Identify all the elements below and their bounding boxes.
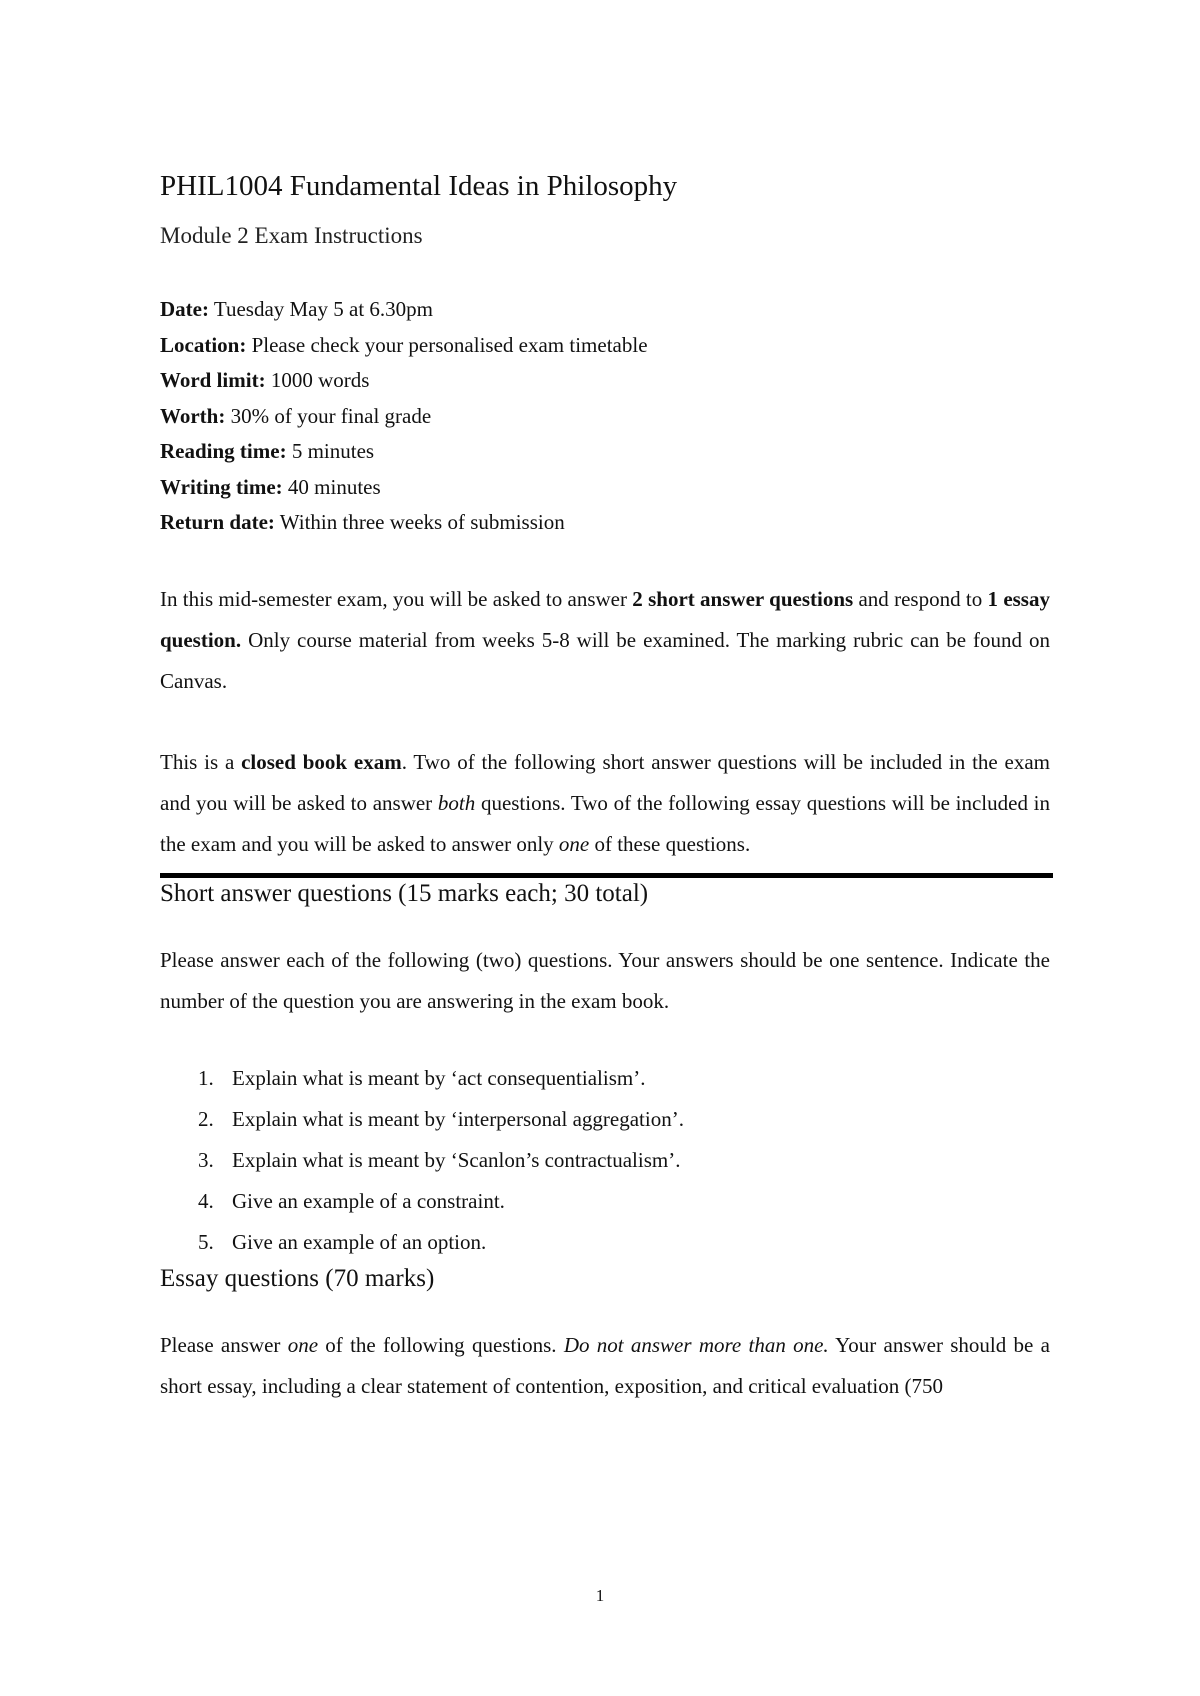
intro-paragraph [160, 579, 1050, 702]
text-run: of the following questions. [318, 1332, 564, 1357]
list-item [160, 1099, 1050, 1140]
detail-value: Please check your personalised exam timetable [251, 332, 648, 357]
item-number: 2. [198, 1106, 214, 1131]
list-item [160, 1058, 1050, 1099]
detail-value: Tuesday May 5 at 6.30pm [213, 297, 433, 321]
detail-label: Location: [160, 332, 247, 357]
detail-value: 1000 words [270, 368, 370, 392]
list-item [160, 1140, 1050, 1181]
text-run: Your answer should be a short essay, including a clear statement of contention, exposition, and critical evaluation (750 [160, 1332, 1050, 1398]
bold-run: 1 essay question. [160, 586, 1050, 652]
essay-heading: Essay questions (70 marks) [160, 1264, 435, 1292]
bold-run: closed book exam [241, 749, 402, 774]
detail-value: 30% of your final grade [230, 403, 432, 428]
detail-value: Within three weeks of submission [279, 510, 565, 534]
bold-run: 2 short answer questions [632, 586, 854, 611]
document-body [160, 168, 1050, 1407]
item-text: Give an example of a constraint. [232, 1188, 505, 1213]
detail-date [160, 292, 1050, 328]
short-answer-heading: Short answer questions (15 marks each; 30 total) [160, 879, 649, 907]
text-run: Please answer [160, 1332, 288, 1357]
detail-return-date [160, 505, 1050, 541]
detail-reading-time [160, 434, 1050, 470]
detail-writing-time [160, 470, 1050, 506]
item-text: Explain what is meant by ‘Scanlon’s contractualism’. [232, 1147, 681, 1172]
text-run: and respond to [853, 586, 988, 611]
page-number: 1 [595, 1586, 605, 1605]
document-subtitle: Module 2 Exam Instructions [160, 223, 423, 248]
item-number: 1. [198, 1065, 214, 1090]
text-run: Only course material from weeks 5-8 will be examined. The marking rubric can be found on Canvas. [160, 627, 1050, 693]
detail-label: Writing time: [160, 474, 283, 499]
italic-run: both [437, 790, 476, 815]
text-run: This is a [160, 749, 242, 774]
detail-label: Reading time: [160, 439, 287, 463]
detail-label: Word limit: [160, 368, 266, 392]
item-number: 3. [198, 1147, 214, 1172]
item-text: Explain what is meant by ‘interpersonal aggregation’. [232, 1106, 684, 1131]
text-run: In this mid-semester exam, you will be asked to answer [160, 586, 633, 611]
short-answer-instructions: Please answer each of the following (two) questions. Your answers should be one sentence. Indicate the number of the question you are answering in the exam book. [160, 947, 1050, 1013]
item-number: 4. [198, 1188, 214, 1213]
closed-book-paragraph [160, 742, 1050, 865]
detail-worth [160, 399, 1050, 435]
detail-label: Worth: [160, 403, 226, 428]
list-item [160, 1222, 1050, 1263]
essay-instructions [160, 1325, 1050, 1407]
detail-value: 5 minutes [291, 439, 375, 463]
text-run: of these questions. [589, 831, 751, 856]
detail-value: 40 minutes [287, 474, 381, 499]
detail-label: Return date: [160, 510, 275, 534]
text-run: questions. Two of the following essay questions will be included in the exam and you will be asked to answer only [160, 790, 1051, 856]
italic-run: Do not answer more than one. [563, 1332, 829, 1357]
exam-details [160, 292, 1050, 541]
detail-label: Date: [160, 297, 209, 321]
item-text: Explain what is meant by ‘act consequentialism’. [232, 1065, 646, 1090]
item-text: Give an example of an option. [232, 1229, 487, 1254]
detail-location [160, 328, 1050, 364]
text-run: . Two of the following short answer questions will be included in the exam and you will be asked to answer [160, 749, 1051, 815]
item-number: 5. [198, 1229, 214, 1254]
detail-word-limit [160, 363, 1050, 399]
italic-run: one [558, 831, 590, 856]
short-answer-list [160, 1058, 1050, 1263]
document-title: PHIL1004 Fundamental Ideas in Philosophy [160, 170, 678, 202]
italic-run: one [287, 1332, 319, 1357]
list-item [160, 1181, 1050, 1222]
